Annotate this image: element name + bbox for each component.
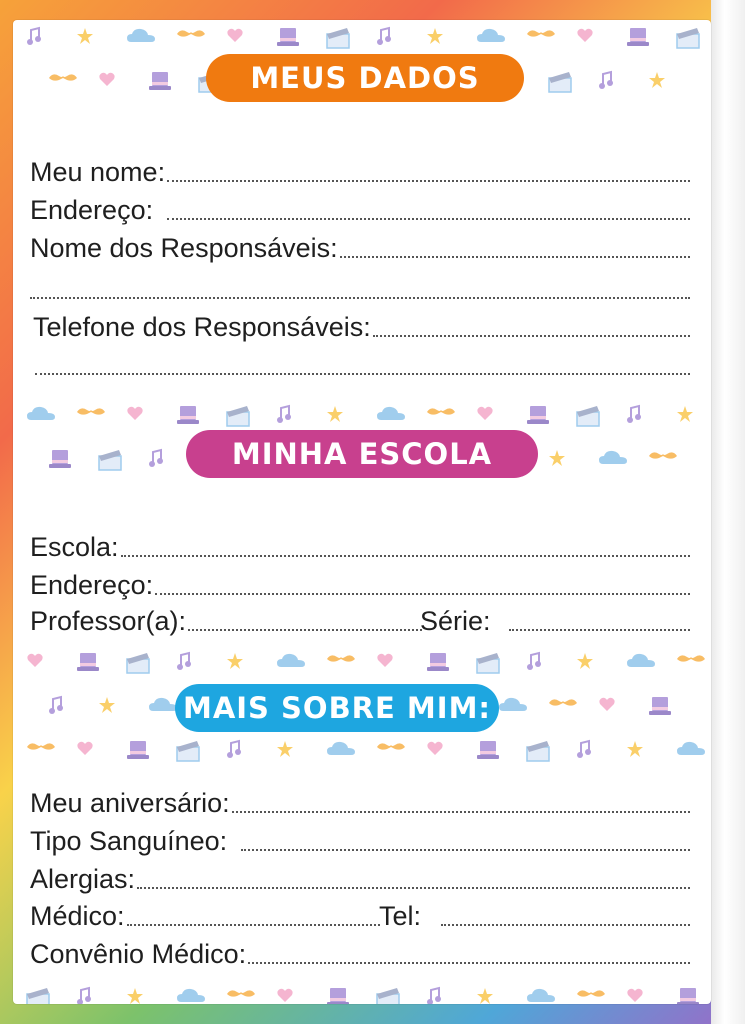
- star-icon: [427, 28, 443, 44]
- clapperboard-icon: [477, 653, 499, 673]
- field-convenio: [30, 936, 690, 970]
- top-hat-icon: [77, 653, 99, 671]
- field-label: Nome dos Responsáveis:: [30, 233, 338, 263]
- music-note-icon: [27, 28, 41, 45]
- cloud-icon: [127, 29, 155, 42]
- field-telefone: [33, 309, 690, 343]
- heart-icon: [377, 654, 392, 667]
- cloud-icon: [27, 407, 55, 420]
- field-serie: [420, 603, 690, 637]
- music-note-icon: [227, 741, 241, 758]
- field-aniversario: [30, 785, 690, 819]
- top-hat-icon: [127, 741, 149, 759]
- top-hat-icon: [49, 450, 71, 468]
- star-icon: [677, 406, 693, 422]
- cloud-icon: [277, 654, 305, 667]
- heart-icon: [577, 29, 592, 42]
- field-label: Professor(a):: [30, 606, 187, 636]
- section-title-mais-sobre-mim: [175, 684, 499, 732]
- heart-icon: [627, 989, 642, 1002]
- heart-icon: [477, 407, 492, 420]
- field-endereco-escola: [30, 567, 690, 601]
- field-label: Tel:: [379, 901, 422, 931]
- music-note-icon: [149, 450, 163, 467]
- star-icon: [577, 653, 593, 669]
- cloud-icon: [377, 407, 405, 420]
- top-hat-icon: [477, 741, 499, 759]
- field-label: Meu aniversário:: [30, 788, 230, 818]
- clapperboard-icon: [177, 741, 199, 761]
- section-title-minha-escola: [186, 430, 538, 478]
- top-hat-icon: [649, 697, 671, 715]
- music-note-icon: [427, 988, 441, 1004]
- fill-line[interactable]: [509, 628, 690, 631]
- music-note-icon: [49, 697, 63, 714]
- mustache-icon: [49, 74, 77, 80]
- fill-line[interactable]: [340, 255, 690, 258]
- music-note-icon: [527, 653, 541, 670]
- field-tel: [379, 898, 690, 932]
- field-label: Convênio Médico:: [30, 939, 247, 969]
- field-escola: [30, 529, 690, 563]
- music-note-icon: [377, 28, 391, 45]
- field-label: Tipo Sanguíneo:: [30, 826, 228, 856]
- star-icon: [477, 988, 493, 1004]
- field-nome: [30, 154, 690, 188]
- pattern-icons: [13, 980, 711, 1004]
- mustache-icon: [527, 30, 555, 36]
- top-hat-icon: [627, 28, 649, 46]
- mustache-icon: [649, 452, 677, 458]
- fill-line[interactable]: [373, 334, 690, 337]
- cloud-icon: [149, 698, 177, 711]
- field-label: Telefone dos Responsáveis:: [33, 312, 371, 342]
- mustache-icon: [577, 990, 605, 996]
- cloud-icon: [327, 742, 355, 755]
- clapperboard-icon: [527, 741, 549, 761]
- field-tipo-sanguineo: [30, 823, 690, 857]
- field-medico: [30, 898, 380, 932]
- top-hat-icon: [149, 72, 171, 90]
- fill-line[interactable]: [241, 848, 690, 851]
- clapperboard-icon: [27, 988, 49, 1004]
- mustache-icon: [177, 30, 205, 36]
- star-icon: [277, 741, 293, 757]
- fill-line[interactable]: [441, 923, 690, 926]
- section-title-meus-dados: [206, 54, 524, 102]
- cloud-icon: [627, 654, 655, 667]
- star-icon: [77, 28, 93, 44]
- clapperboard-icon: [677, 28, 699, 48]
- field-label: Escola:: [30, 532, 119, 562]
- fill-line[interactable]: [155, 592, 690, 595]
- fill-line[interactable]: [248, 961, 690, 964]
- top-hat-icon: [677, 988, 699, 1004]
- mustache-icon: [677, 655, 705, 661]
- heart-icon: [127, 407, 142, 420]
- top-hat-icon: [177, 406, 199, 424]
- cloud-icon: [599, 451, 627, 464]
- clapperboard-icon: [327, 28, 349, 48]
- mustache-icon: [227, 990, 255, 996]
- heart-icon: [77, 742, 92, 755]
- top-hat-icon: [427, 653, 449, 671]
- fill-line[interactable]: [167, 217, 690, 220]
- fill-line[interactable]: [232, 810, 690, 813]
- star-icon: [127, 988, 143, 1004]
- field-professor: [30, 603, 422, 637]
- heart-icon: [227, 29, 242, 42]
- field-label: Endereço:: [30, 570, 154, 600]
- heart-icon: [427, 742, 442, 755]
- decorative-pattern-bottom: [13, 980, 711, 1004]
- top-hat-icon: [527, 406, 549, 424]
- mustache-icon: [427, 408, 455, 414]
- mustache-icon: [27, 743, 55, 749]
- mustache-icon: [549, 699, 577, 705]
- fill-line[interactable]: [188, 628, 422, 631]
- star-icon: [227, 653, 243, 669]
- field-responsaveis: [30, 230, 690, 264]
- cloud-icon: [177, 989, 205, 1002]
- fill-line-extra[interactable]: [30, 296, 690, 299]
- music-note-icon: [177, 653, 191, 670]
- fill-line[interactable]: [137, 886, 690, 889]
- mustache-icon: [327, 655, 355, 661]
- fill-line[interactable]: [167, 179, 690, 182]
- mustache-icon: [377, 743, 405, 749]
- star-icon: [549, 450, 565, 466]
- field-label: Endereço:: [30, 195, 154, 225]
- mustache-icon: [77, 408, 105, 414]
- cloud-icon: [527, 989, 555, 1002]
- heart-icon: [277, 989, 292, 1002]
- notebook-spine: [711, 0, 745, 1024]
- field-label: Meu nome:: [30, 157, 166, 187]
- form-page: [13, 20, 711, 1004]
- star-icon: [627, 741, 643, 757]
- section-title-text: MINHA ESCOLA: [231, 437, 493, 471]
- music-note-icon: [577, 741, 591, 758]
- field-label: Alergias:: [30, 864, 136, 894]
- music-note-icon: [77, 988, 91, 1004]
- top-hat-icon: [277, 28, 299, 46]
- heart-icon: [27, 654, 42, 667]
- music-note-icon: [277, 406, 291, 423]
- cloud-icon: [677, 742, 705, 755]
- field-endereco: [30, 192, 690, 226]
- music-note-icon: [599, 72, 613, 89]
- field-label: Série:: [420, 606, 491, 636]
- cloud-icon: [499, 698, 527, 711]
- field-label: Médico:: [30, 901, 125, 931]
- fill-line[interactable]: [121, 554, 690, 557]
- clapperboard-icon: [227, 406, 249, 426]
- top-hat-icon: [327, 988, 349, 1004]
- section-title-text: MAIS SOBRE MIM:: [182, 691, 492, 725]
- clapperboard-icon: [99, 450, 121, 470]
- cloud-icon: [477, 29, 505, 42]
- heart-icon: [99, 73, 114, 86]
- clapperboard-icon: [377, 988, 399, 1004]
- section-title-text: MEUS DADOS: [250, 61, 480, 95]
- heart-icon: [599, 698, 614, 711]
- field-alergias: [30, 861, 690, 895]
- star-icon: [327, 406, 343, 422]
- clapperboard-icon: [549, 72, 571, 92]
- clapperboard-icon: [127, 653, 149, 673]
- music-note-icon: [627, 406, 641, 423]
- star-icon: [649, 72, 665, 88]
- clapperboard-icon: [577, 406, 599, 426]
- star-icon: [99, 697, 115, 713]
- fill-line[interactable]: [127, 923, 380, 926]
- fill-line-extra[interactable]: [35, 372, 690, 375]
